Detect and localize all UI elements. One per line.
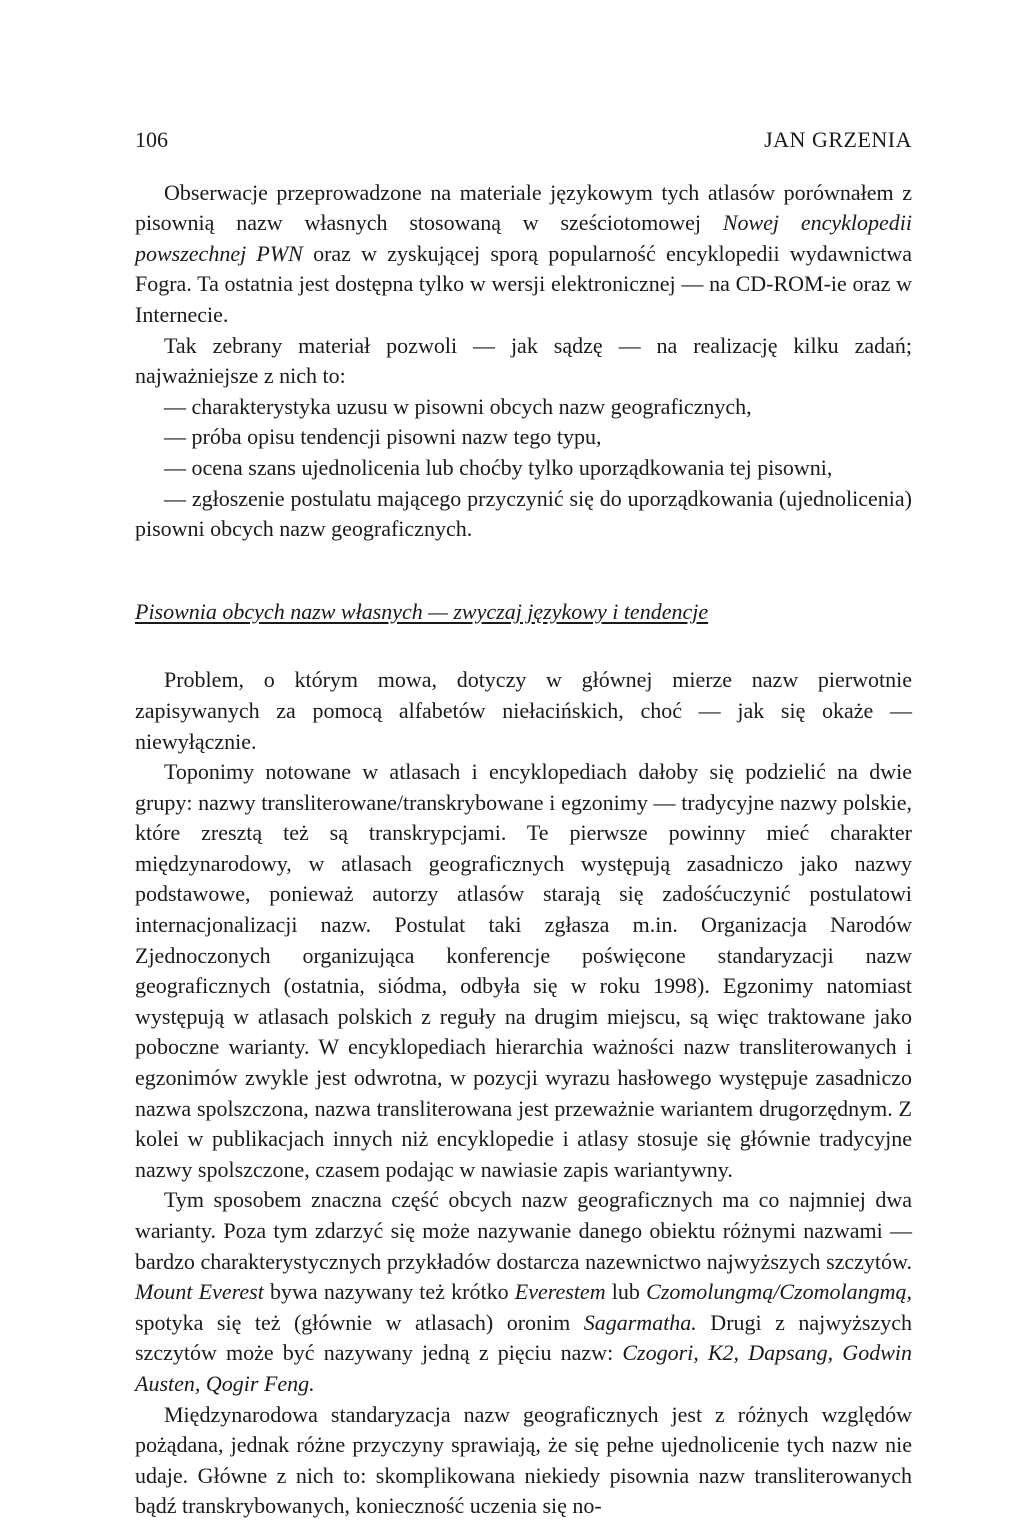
document-page: [135, 125, 912, 1522]
italic-name: Czogori, K2, Dapsang, Godwin Austen, Qogir Feng.: [135, 1340, 912, 1396]
text-run: Obserwacje przeprowadzone na materiale językowym tych atlasów porównałem z pisownią nazw własnych stosowaną w sześciotomowej: [135, 179, 912, 236]
intro-paragraph-1: [135, 178, 912, 331]
italic-name: Sagarmatha.: [583, 1309, 697, 1335]
running-header: [135, 125, 912, 156]
italic-title: Nowej encyklopedii powszechnej PWN: [135, 210, 912, 266]
section-heading: Pisownia obcych nazw własnych — zwyczaj językowy i tendencje: [135, 598, 709, 624]
list-item: — próba opisu tendencji pisowni nazw tego typu,: [164, 424, 602, 450]
italic-name: Everestem: [514, 1279, 606, 1305]
text-run: bywa nazywany też krótko: [263, 1279, 515, 1305]
list-item: — charakterystyka uzusu w pisowni obcych nazw geograficznych,: [164, 393, 752, 419]
list-item: — ocena szans ujednolicenia lub choćby tylko uporządkowania tej pisowni,: [164, 454, 833, 480]
text-run: Drugi z najwyższych szczytów może być nazywany jedną z pięciu nazw:: [135, 1309, 912, 1366]
intro-paragraph-2: Tak zebrany materiał pozwoli — jak sądzę — na realizację kilku zadań; najważniejsze z nich to:: [135, 332, 912, 389]
italic-name: Czomolungmą/Czomolangmą,: [646, 1279, 912, 1305]
italic-name: Mount Everest: [135, 1279, 264, 1305]
page-number: 106: [135, 127, 168, 152]
section-paragraph-4: Międzynarodowa standaryzacja nazw geograficznych jest z różnych względów pożądana, jednak różne przyczyny sprawiają, że się pełne ujednolicenie tych nazw nie udaje. Główne z nich to: skomplikowana niekiedy pisownia nazw transliterowanych bądź transkrybowanych, konieczność uczenia się no-: [135, 1401, 912, 1519]
text-run: oraz w zyskującej sporą popularność encyklopedii wydawnictwa Fogra. Ta ostatnia jest dostępna tylko w wersji elektronicznej — na CD-ROM-ie oraz w Internecie.: [135, 240, 912, 327]
section-paragraph-3: [135, 1185, 912, 1399]
text-run: Tym sposobem znaczna część obcych nazw geograficznych ma co najmniej dwa warianty. Poza tym zdarzyć się może nazywanie danego obiektu różnymi nazwami — bardzo charakterystycznych przykładów dostarcza nazewnictwo najwyższych szczytów.: [135, 1187, 912, 1274]
text-run: lub: [605, 1279, 647, 1305]
running-title: JAN GRZENIA: [764, 127, 912, 152]
section-paragraph-1: Problem, o którym mowa, dotyczy w głównej mierze nazw pierwotnie zapisywanych za pomocą alfabetów niełacińskich, choć — jak się okaże — niewyłącznie.: [135, 667, 912, 754]
text-run: spotyka się też (głównie w atlasach) oronim: [135, 1309, 584, 1335]
list-item: — zgłoszenie postulatu mającego przyczynić się do uporządkowania (ujednolicenia) pisowni obcych nazw geograficznych.: [135, 485, 912, 542]
section-paragraph-2: Toponimy notowane w atlasach i encyklopediach dałoby się podzielić na dwie grupy: nazwy transliterowane/transkrybowane i egzonimy — tradycyjne nazwy polskie, które zresztą też są transkrypcjami. Te pierwsze powinny mieć charakter międzynarodowy, w atlasach geograficznych występują zasadniczo jako nazwy podstawowe, ponieważ autorzy atlasów starają się zadośćuczynić postulatowi internacjonalizacji nazw. Postulat taki zgłasza m.in. Organizacja Narodów Zjednoczonych organizująca konferencje poświęcone standaryzacji nazw geograficznych (ostatnia, siódma, odbyła się w roku 1998). Egzonimy natomiast występują w atlasach polskich z reguły na drugim miejscu, są więc traktowane jako poboczne warianty. W encyklopediach hierarchia ważności nazw transliterowanych i egzonimów zwykle jest odwrotna, w pozycji wyrazu hasłowego występuje zasadniczo nazwa spolszczona, nazwa transliterowana jest przeważnie wariantem drugorzędnym. Z kolei w publikacjach innych niż encyklopedie i atlasy stosuje się głównie tradycyjne nazwy spolszczone, czasem podając w nawiasie zapis wariantywny.: [135, 759, 912, 1182]
